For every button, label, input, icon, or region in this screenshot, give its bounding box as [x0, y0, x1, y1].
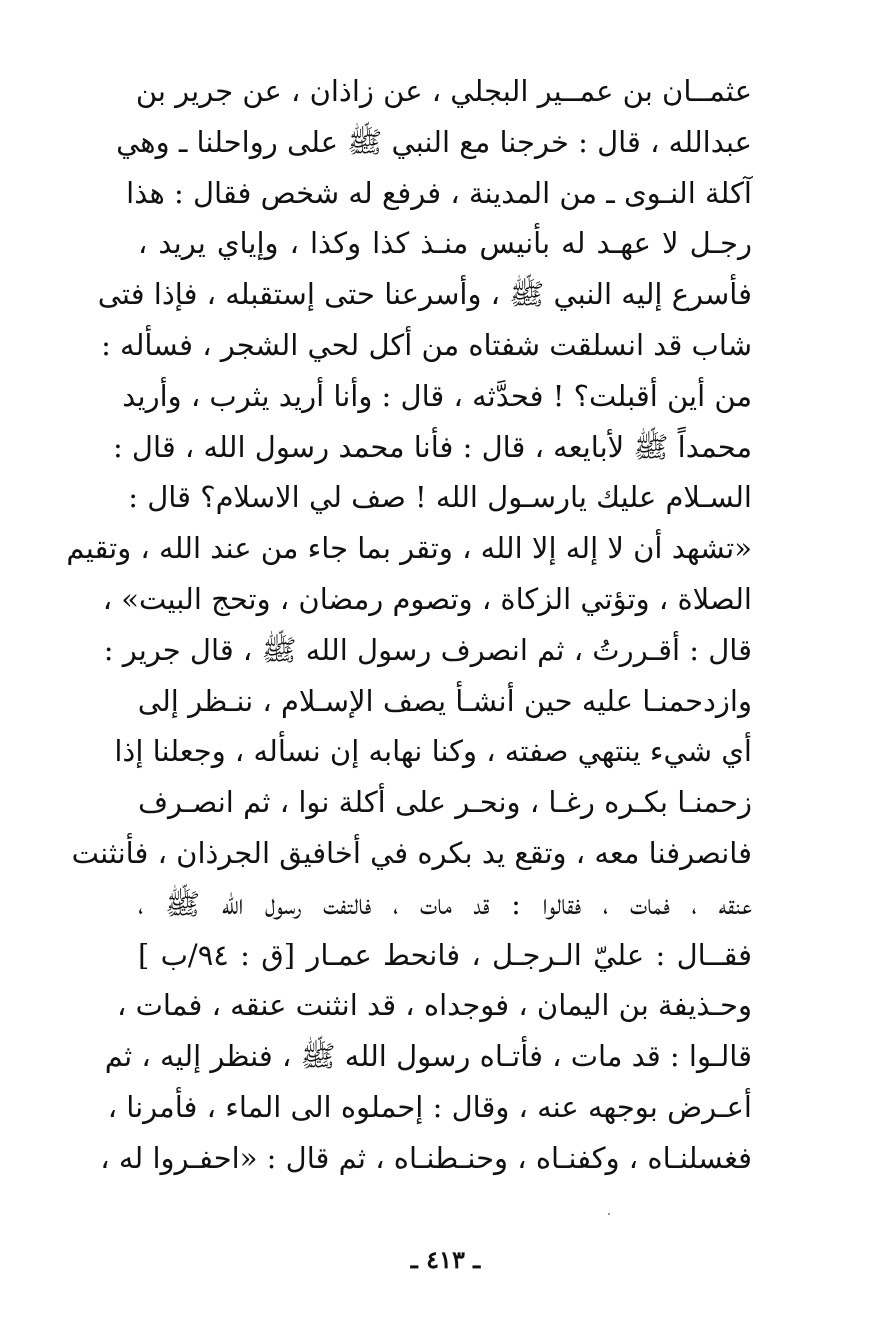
text-line-13: وازدحمنـا عليه حين أنشـأ يصف الإسـلام ، ننـظر إلى: [137, 683, 752, 718]
text-line-17: عنقه ، فمات ، فقالوا : قد مات ، فالتفت رسول الله ﷺ ،: [138, 886, 753, 921]
text-line-18: فقــال : عليّ الـرجـل ، فانحط عمـار [ق : ٩٤/ب ]: [138, 937, 753, 972]
text-line-3: آكلة النـوى ـ من المدينة ، فرفع له شخص فقال : هذا: [126, 175, 752, 210]
text-line-4: رجـل لا عهـد له بأنيس منـذ كذا وكذا ، وإياي يريد ،: [138, 226, 752, 261]
text-line-21: أعـرض بوجهه عنه ، وقال : إحملوه الى الماء ، فأمرنا ،: [107, 1089, 752, 1124]
text-line-11: الصلاة ، وتؤتي الزكاة ، وتصوم رمضان ، وتحج البيت» ،: [102, 581, 752, 616]
text-line-14: أي شيء ينتهي صفته ، وكنا نهابه إن نسأله ، وجعلنا إذا: [114, 734, 752, 769]
text-line-8: محمداً ﷺ لأبايعه ، قال : فأنا محمد رسول الله ، قال :: [112, 429, 752, 464]
scan-speck: [608, 1213, 610, 1215]
page-number: ـ ٤١٣ ـ: [410, 1245, 481, 1274]
text-line-22: فغسلنـاه ، وكفنـاه ، وحنـطنـاه ، ثم قال : «احفـروا له ،: [100, 1140, 752, 1175]
text-line-12: قال : أقـررتُ ، ثم انصرف رسول الله ﷺ ، قال جرير :: [103, 632, 752, 667]
text-line-7: من أين أقبلت؟ ! فحدَّثه ، قال : وأنا أريد يثرب ، وأريد: [122, 378, 752, 413]
text-line-2: عبدالله ، قال : خرجنا مع النبي ﷺ على رواحلنا ـ وهي: [116, 124, 752, 159]
text-line-15: زحمنـا بكـره رغـا ، ونحـر على أكلة نوا ، ثم انصـرف: [138, 785, 752, 820]
text-line-6: شاب قد انسلقت شفتاه من أكل لحي الشجر ، فسأله :: [101, 327, 752, 362]
text-line-5: فأسرع إليه النبي ﷺ ، وأسرعنا حتى إستقبله ، فإذا فتى: [97, 277, 752, 312]
text-line-1: عثمــان بن عمــير البجلي ، عن زاذان ، عن جرير بن: [135, 74, 752, 108]
text-line-16: فانصرفنا معه ، وتقع يد بكره في أخافيق الجرذان ، فأنثنت: [71, 835, 752, 870]
text-line-19: وحـذيفة بن اليمان ، فوجداه ، قد انثنت عنقه ، فمات ،: [117, 988, 752, 1023]
body-text: [66, 66, 753, 1184]
text-line-20: قالـوا : قد مات ، فأتـاه رسول الله ﷺ ، فنظر إليه ، ثم: [104, 1039, 752, 1074]
text-line-10: «تشهد أن لا إله إلا الله ، وتقر بما جاء من عند الله ، وتقيم: [66, 531, 752, 566]
text-line-9: السـلام عليك يارسـول الله ! صف لي الاسلام؟ قال :: [128, 480, 752, 515]
